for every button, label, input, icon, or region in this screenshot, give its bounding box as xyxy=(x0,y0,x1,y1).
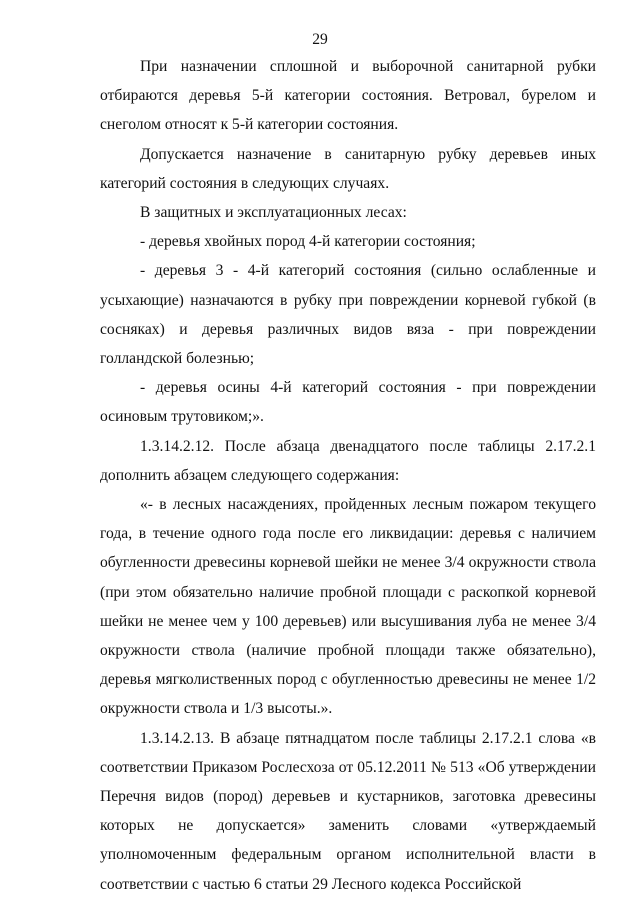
paragraph-sanitary-felling: При назначении сплошной и выборочной санитарной рубки отбираются деревья 5-й категории состояния. Ветровал, бурелом и снеголом относят к 5-й категории состояния. xyxy=(100,58,596,134)
list-item-conifers: - деревья хвойных пород 4-й категории состояния; xyxy=(140,233,476,251)
document-body xyxy=(100,52,596,899)
page-number: 29 xyxy=(312,31,328,48)
paragraph-clause-12: 1.3.14.2.12. После абзаца двенадцатого после таблицы 2.17.2.1 дополнить абзацем следующего содержания: xyxy=(100,437,596,484)
paragraph-clause-13: 1.3.14.2.13. В абзаце пятнадцатом после таблицы 2.17.2.1 слова «в соответствии Приказом Рослесхоза от 05.12.2011 № 513 «Об утверждении Перечня видов (пород) деревьев и кустарников, заготовка древесины которых не допускается» заменить словами «утверждаемый уполномоченным федеральным органом исполнительной власти в соответствии с частью 6 статьи 29 Лесного кодекса Российской xyxy=(100,729,596,893)
paragraph-fire-damage-quote: «- в лесных насаждениях, пройденных лесным пожаром текущего года, в течение одного года после его ликвидации: деревья с наличием обугленности древесины корневой шейки не менее 3/4 окружности ствола (при этом обязательно наличие пробной площади с раскопкой корневой шейки не менее чем у 100 деревьев) или высушивания луба не менее 3/4 окружности ствола (наличие пробной площади также обязательно), деревья мягколиственных пород с обугленностью древесины не менее 1/2 окружности ствола и 1/3 высоты.». xyxy=(100,496,596,718)
paragraph-allowed-cases: Допускается назначение в санитарную рубку деревьев иных категорий состояния в следующих случаях. xyxy=(100,145,596,192)
list-item-aspen: - деревья осины 4-й категорий состояния - при повреждении осиновым трутовиком;». xyxy=(100,379,596,426)
paragraph-protective-forests: В защитных и эксплуатационных лесах: xyxy=(140,204,407,222)
list-item-weakened-trees: - деревья 3 - 4-й категорий состояния (сильно ослабленные и усыхающие) назначаются в рубку при повреждении корневой губкой (в сосняках) и деревья различных видов вяза - при повреждении голландской болезнью; xyxy=(100,262,596,368)
